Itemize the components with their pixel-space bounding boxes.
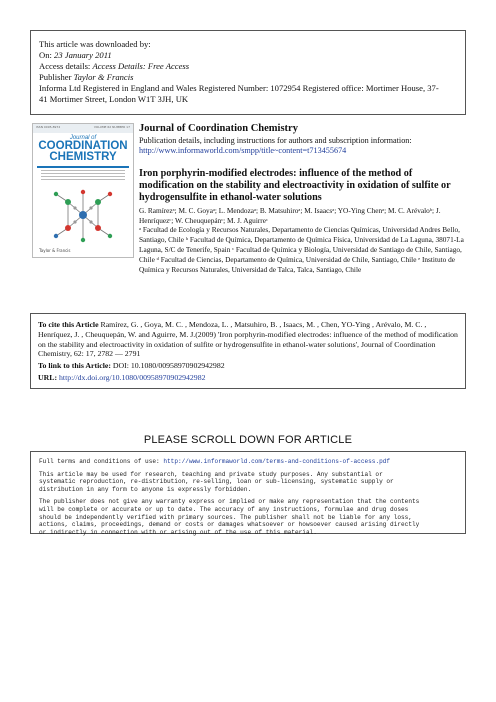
molecule-structure-icon [48, 184, 118, 246]
terms-paragraph-2: The publisher does not give any warranty express or implied or make any representation that the contents will be complete or accurate or up to date. The accuracy of any instructions, formulae and drug doses should be independently verified with primary sources. The publisher shall not be liable for any loss, actions, claims, proceedings, demand or costs or damages whatsoever or howsoever caused arising directly or indirectly in connection with or arising out of the use of this material. [39, 498, 420, 536]
url-label: URL: [38, 372, 58, 382]
download-date-line [39, 50, 457, 61]
cite-label: To cite this Article [38, 320, 99, 329]
journal-title: Journal of Coordination Chemistry [139, 123, 298, 134]
publisher-label: Publisher [39, 72, 72, 82]
download-info-box [30, 30, 466, 115]
publisher-line [39, 72, 457, 83]
terms-label: Full terms and conditions of use: [39, 458, 160, 465]
address-line: 41 Mortimer Street, London W1T 3JH, UK [39, 94, 189, 104]
access-label: Access details: [39, 61, 91, 71]
link-label: To link to this Article: [38, 361, 111, 371]
cover-publisher: Taylor & Francis [39, 248, 71, 253]
terms-paragraph-1: This article may be used for research, teaching and private study purposes. Any substantial or systematic reproduction, re-distribution, re-selling, loan or sub-licensing, systematic supply or distribution in any form to anyone is expressly forbidden. [39, 470, 394, 493]
terms-box [30, 451, 466, 534]
terms-line [39, 458, 457, 466]
article-title: Iron porphyrin-modified electrodes: influence of the method of modification on the stability and electroactivity in oxidation of sulfite or hydrogensulfite in ethanol-water solutions [139, 168, 451, 203]
doi-url-link[interactable]: http://dx.doi.org/10.1080/00958970902942982 [59, 372, 206, 382]
cover-strip [33, 124, 133, 133]
access-value: Access Details: Free Access [92, 61, 190, 71]
cover-title-line1: COORDINATION [38, 140, 128, 152]
cite-text: Ramírez, G. , Goya, M. C. , Mendoza, L. , Matsuhiro, B. , Isaacs, M. , Chen, YO-Ying , Arévalo, M. C. , Henríquez, J. , Cheuquepán, W. and Aguirre, M. J.(2009) 'Iron porphyrin-modified electrodes: influence of the method of modification on the stability and electroactivity in oxidation of sulfite or hydrogensulfite in ethanol-water solutions', Journal of Coordination Chemistry, 62: 17, 2782 — 2791 [38, 320, 458, 359]
cover-text-block [41, 170, 125, 181]
journal-cover-image [32, 123, 134, 258]
article-header [30, 121, 466, 326]
scroll-down-notice: PLEASE SCROLL DOWN FOR ARTICLE [143, 434, 353, 446]
journal-url-link[interactable]: http://www.informaworld.com/smpp/title~content=t713455674 [139, 146, 347, 155]
journal-info [139, 123, 465, 156]
url-paragraph [38, 373, 458, 383]
journal-details: Publication details, including instructions for authors and subscription information: [139, 136, 412, 145]
download-line: This article was downloaded by: [39, 39, 151, 49]
cover-volume: VOLUME 62 NUMBER 17 [93, 125, 130, 129]
citation-box [30, 313, 466, 389]
cover-divider [37, 166, 129, 168]
article-affiliations: ᵃ Facultad de Ecología y Recursos Naturales, Departamento de Ciencias Químicas, Universidad Andres Bello, Santiago, Chile ᵇ Facultad de Química, Departamento de Química Física, Universidad de La Laguna, 38071-La Laguna, S/C de Tenerife, Spain ᶜ Facultad de Química y Biología, Universidad de Santiago de Chile, Santiago, Chile ᵈ Facultad de Ciencias, Departamento de Química, Universidad de Chile, Santiago, Chile ᵉ Instituto de Química y Recursos Naturales, Universidad de Talca, Talca, Santiago, Chile [139, 225, 464, 274]
cover-issn: ISSN 0095-8972 [36, 125, 61, 129]
link-paragraph [38, 361, 458, 371]
terms-url-link[interactable]: http://www.informaworld.com/terms-and-conditions-of-access.pdf [163, 458, 391, 465]
cover-title-line2: CHEMISTRY [49, 151, 117, 163]
date-label: On: [39, 50, 52, 60]
citation-paragraph [38, 320, 458, 359]
article-authors: G. Ramírezᵃ; M. C. Goyaᵃ; L. Mendozaᵃ; B. Matsuhiroᵃ; M. Isaacsᵃ; YO-Ying Chenᵃ; M. C. Arévaloᵇ; J. Henríquezᶜ; W. Cheuquepánᶜ; M. J. Aguirreᶜ [139, 206, 441, 225]
publisher-value: Taylor & Francis [73, 72, 134, 82]
date-value: 23 January 2011 [54, 50, 112, 60]
cover-small-title: Journal of [69, 135, 97, 141]
registration-line: Informa Ltd Registered in England and Wales Registered Number: 1072954 Registered office: Mortimer House, 37- [39, 83, 439, 93]
doi-text: DOI: 10.1080/00958970902942982 [112, 361, 225, 371]
access-line [39, 61, 457, 72]
